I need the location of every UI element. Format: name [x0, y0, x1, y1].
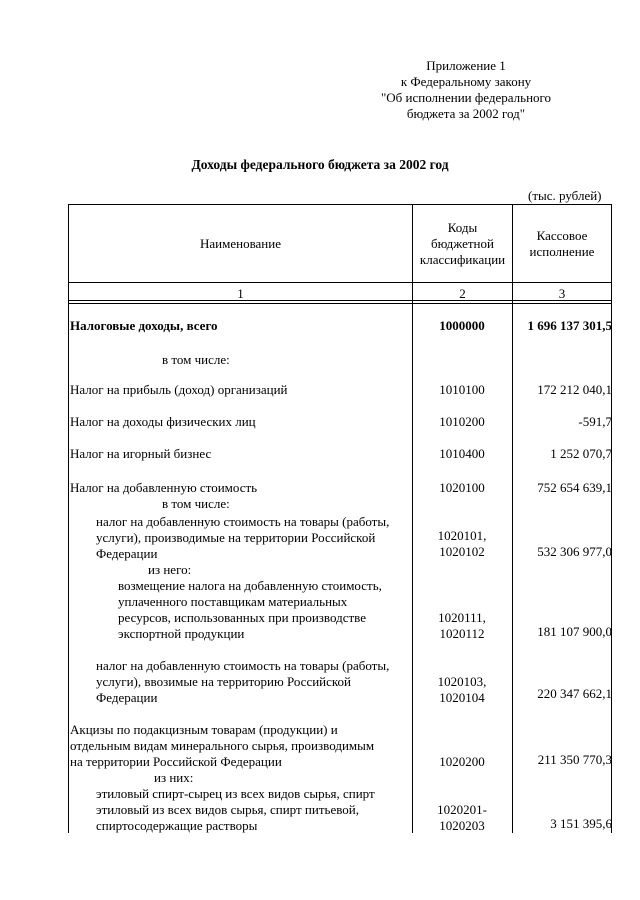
- row-name-line: ресурсов, использованных при производстве: [118, 610, 367, 625]
- row-subheading: в том числе:: [162, 496, 230, 511]
- row-code: 1020112: [439, 626, 485, 641]
- row-amount: 172 212 040,1: [537, 382, 612, 397]
- row-name-line: Акцизы по подакцизным товарам (продукции) и: [70, 722, 338, 737]
- column-number: 3: [558, 286, 566, 301]
- row-amount: 211 350 770,3: [537, 752, 612, 767]
- row-amount: 532 306 977,0: [537, 544, 612, 559]
- appendix-line: Приложение 1: [426, 58, 506, 73]
- row-code: 1020100: [439, 480, 485, 495]
- row-name-line: налог на добавленную стоимость на товары (работы,: [96, 658, 390, 673]
- row-code: 1020111,: [438, 610, 486, 625]
- header-amount: [513, 228, 611, 260]
- row-amount: -591,7: [578, 414, 612, 429]
- row-code: 1020104: [439, 690, 485, 705]
- header-code-line: бюджетной: [431, 236, 494, 251]
- row-code: 1010200: [439, 414, 485, 429]
- row-amount: 181 107 900,0: [537, 624, 612, 639]
- row-name-line: Федерации: [96, 546, 158, 561]
- row-subheading: в том числе:: [162, 352, 230, 367]
- row-name-line: налог на добавленную стоимость на товары (работы,: [96, 514, 390, 529]
- row-code: 1020103,: [437, 674, 487, 689]
- appendix-line: бюджета за 2002 год": [406, 106, 526, 121]
- row-name: Налог на прибыль (доход) организаций: [70, 382, 288, 397]
- table-right-border: [611, 204, 612, 833]
- row-amount: 1 696 137 301,5: [527, 318, 612, 333]
- row-name: Налоговые доходы, всего: [70, 318, 218, 333]
- header-name: Наименование: [200, 236, 281, 251]
- row-name: Налог на доходы физических лиц: [70, 414, 256, 429]
- row-amount: 752 654 639,1: [537, 480, 612, 495]
- row-name-line: этиловый из всех видов сырья, спирт питьевой,: [96, 802, 359, 817]
- row-amount: 1 252 070,7: [550, 446, 612, 461]
- row-name: Налог на игорный бизнес: [70, 446, 212, 461]
- row-name-line: экспортной продукции: [118, 626, 245, 641]
- unit-label: (тыс. рублей): [528, 188, 602, 203]
- row-name-line: уплаченного поставщикам материальных: [118, 594, 348, 609]
- table-colnum-divider-b: [68, 303, 612, 304]
- row-name-line: на территории Российской Федерации: [70, 754, 282, 769]
- header-code-line: классификации: [419, 252, 506, 267]
- row-name-line: отдельным видам минерального сырья, производимым: [70, 738, 375, 753]
- row-name: Налог на добавленную стоимость: [70, 480, 258, 495]
- appendix-line: "Об исполнении федерального: [380, 90, 552, 105]
- row-code: 1020101,: [437, 528, 487, 543]
- column-number: 1: [237, 286, 244, 301]
- row-name-line: спиртосодержащие растворы: [96, 818, 258, 833]
- row-name-line: этиловый спирт-сырец из всех видов сырья, спирт: [96, 786, 375, 801]
- row-name-line: возмещение налога на добавленную стоимость,: [118, 578, 382, 593]
- row-code: 1020200: [439, 754, 485, 769]
- row-subheading: из них:: [154, 770, 194, 785]
- header-amount-line: исполнение: [529, 244, 595, 259]
- document-title: Доходы федерального бюджета за 2002 год: [191, 157, 449, 172]
- table-top-border: [68, 204, 612, 205]
- column-number: 2: [459, 286, 466, 301]
- row-subheading: из него:: [148, 562, 192, 577]
- row-amount: 3 151 395,6: [550, 816, 612, 831]
- row-code: 1010100: [439, 382, 485, 397]
- row-code: 1020102: [439, 544, 485, 559]
- row-amount: 220 347 662,1: [537, 686, 612, 701]
- header-code-line: Коды: [447, 220, 478, 235]
- row-code: 1020201-: [437, 802, 487, 817]
- appendix-line: к Федеральному закону: [400, 74, 532, 89]
- row-code: 1010400: [439, 446, 485, 461]
- header-amount-line: Кассовое: [536, 228, 588, 243]
- appendix-header: [346, 58, 586, 122]
- row-code: 1020203: [439, 818, 485, 833]
- table-header-divider: [68, 282, 612, 283]
- row-name-line: услуги), ввозимые на территорию Российской: [96, 674, 352, 689]
- row-name-line: Федерации: [96, 690, 158, 705]
- row-name-line: услуги), производимые на территории Российской: [96, 530, 376, 545]
- header-code: [413, 220, 512, 268]
- row-code: 1000000: [439, 318, 485, 333]
